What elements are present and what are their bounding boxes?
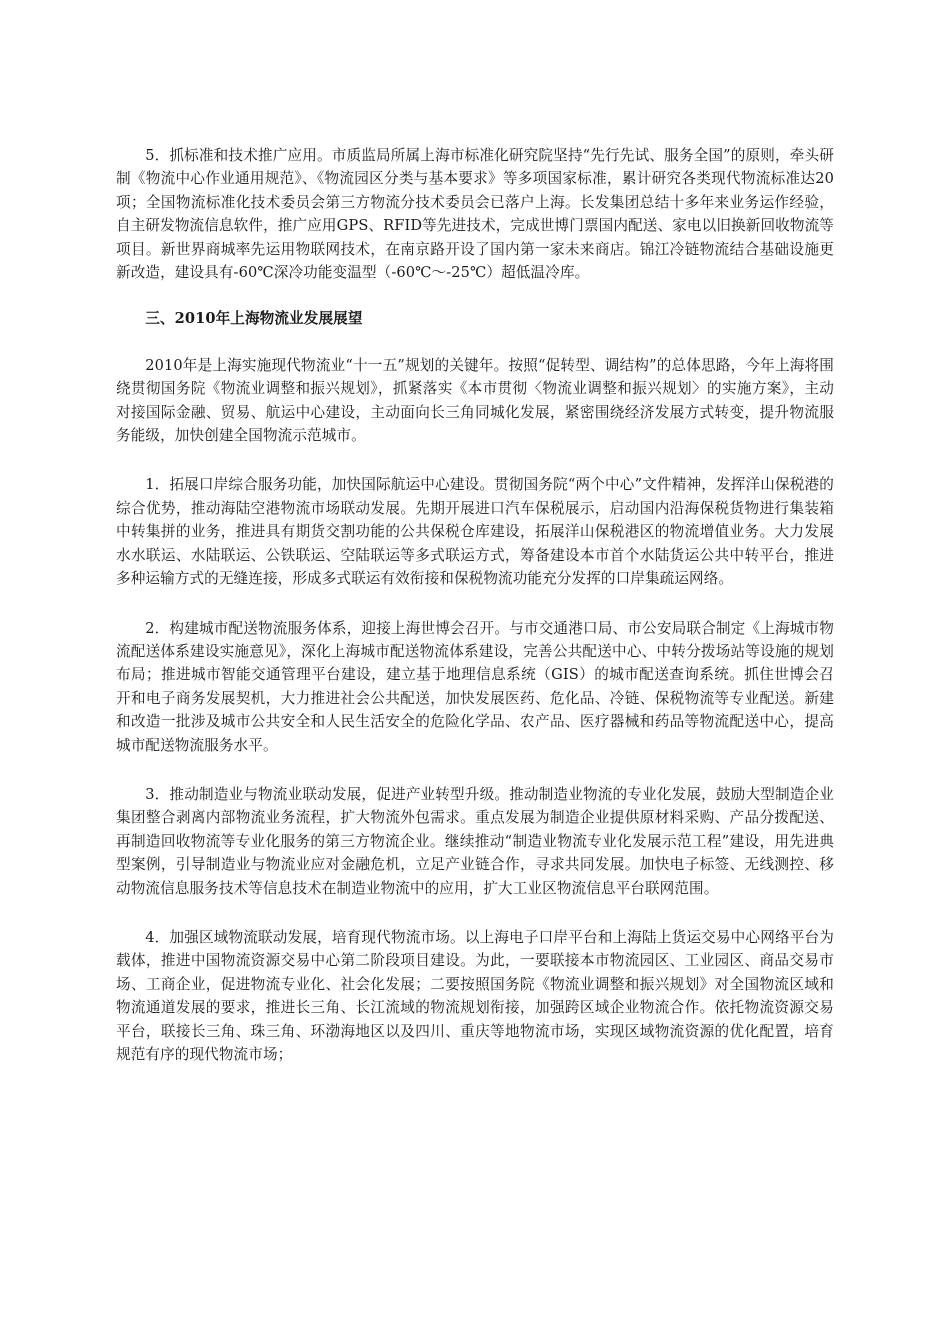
paragraph-manufacturing-linkage: 3．推动制造业与物流业联动发展，促进产业转型升级。推动制造业物流的专业化发展，鼓励大型制造企业集团整合剥离内部物流业务流程，扩大物流外包需求。重点发展为制造企业提供原材料采购、产品分拨配送、再制造回收物流等专业化服务的第三方物流企业。继续推动“制造业物流专业化发展示范工程”建设，用先进典型案例，引导制造业与物流业应对金融危机，立足产业链合作，寻求共同发展。加快电子标签、无线测控、移动物流信息服务技术等信息技术在制造业物流中的应用，扩大工业区物流信息平台联网范围。 bbox=[116, 785, 834, 897]
paragraph-port-services: 1．拓展口岸综合服务功能，加快国际航运中心建设。贯彻国务院“两个中心”文件精神，发挥洋山保税港的综合优势，推动海陆空港物流市场联动发展。先期开展进口汽车保税展示，启动国内沿海保税货物进行集装箱中转集拼的业务，推进具有期货交割功能的公共保税仓库建设，拓展洋山保税港区的物流增值业务。大力发展水水联运、水陆联运、公铁联运、空陆联运等多式联运方式，筹备建设本市首个水陆货运公共中转平台，推进多种运输方式的无缝连接，形成多式联运有效衔接和保税物流功能充分发挥的口岸集疏运网络。 bbox=[116, 476, 834, 588]
paragraph-standards: 5．抓标准和技术推广应用。市质监局所属上海市标准化研究院坚持“先行先试、服务全国”的原则，牵头研制《物流中心作业通用规范》、《物流园区分类与基本要求》等多项国家标准，累计研究各类现代物流标准达20项；全国物流标准化技术委员会第三方物流分技术委员会已落户上海。长发集团总结十多年来业务运作经验，自主研发物流信息软件，推广应用GPS、RFID等先进技术，完成世博门票国内配送、家电以旧换新回收物流等项目。新世界商城率先运用物联网技术，在南京路开设了国内第一家未来商店。锦江冷链物流结合基础设施更新改造，建设具有-60℃深冷功能变温型（-60℃～-25℃）超低温冷库。 bbox=[116, 147, 834, 282]
paragraph-regional-linkage: 4．加强区域物流联动发展，培育现代物流市场。以上海电子口岸平台和上海陆上货运交易中心网络平台为载体，推进中国物流资源交易中心第二阶段项目建设。为此，一要联接本市物流园区、工业园区、商品交易市场、工商企业，促进物流专业化、社会化发展；二要按照国务院《物流业调整和振兴规划》对全国物流区域和物流通道发展的要求，推进长三角、长江流域的物流规划衔接，加强跨区域企业物流合作。依托物流资源交易平台，联接长三角、珠三角、环渤海地区以及四川、重庆等地物流市场，实现区域物流资源的优化配置，培育规范有序的现代物流市场； bbox=[116, 928, 834, 1063]
document-page bbox=[116, 144, 834, 1066]
section-heading-outlook: 三、2010年上海物流业发展展望 bbox=[145, 310, 363, 328]
paragraph-outlook-intro: 2010年是上海实施现代物流业“十一五”规划的关键年。按照“促转型、调结构”的总体思路，今年上海将围绕贯彻国务院《物流业调整和振兴规划》，抓紧落实《本市贯彻〈物流业调整和振兴规划〉的实施方案》，主动对接国际金融、贸易、航运中心建设，主动面向长三角同城化发展，紧密围绕经济发展方式转变，提升物流服务能级，加快创建全国物流示范城市。 bbox=[116, 356, 834, 445]
paragraph-city-distribution: 2．构建城市配送物流服务体系，迎接上海世博会召开。与市交通港口局、市公安局联合制定《上海城市物流配送体系建设实施意见》，深化上海城市配送物流体系建设，完善公共配送中心、中转分拨场站等设施的规划布局；推进城市智能交通管理平台建设，建立基于地理信息系统（GIS）的城市配送查询系统。抓住世博会召开和电子商务发展契机，大力推进社会公共配送，加快发展医药、危化品、冷链、保税物流等专业配送。新建和改造一批涉及城市公共安全和人民生活安全的危险化学品、农产品、医疗器械和药品等物流配送中心，提高城市配送物流服务水平。 bbox=[116, 619, 834, 754]
